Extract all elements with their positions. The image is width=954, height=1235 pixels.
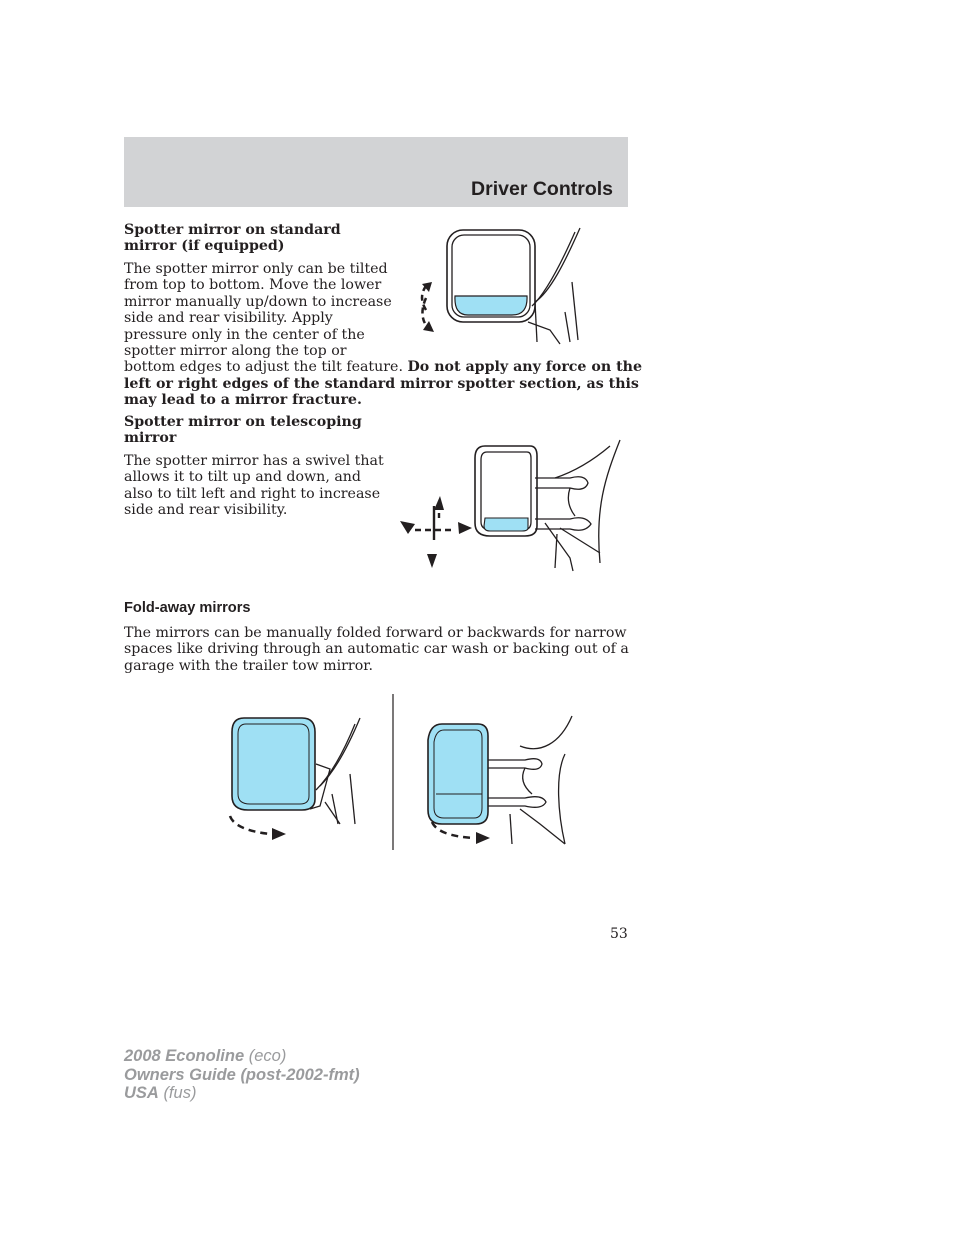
section2-heading-line1: Spotter mirror on telescoping (124, 414, 362, 430)
footer-line1 (124, 1047, 360, 1066)
section1-line: mirror manually up/down to increase (124, 293, 392, 310)
section1-line: The spotter mirror only can be tilted (124, 261, 388, 277)
section2-line: allows it to tilt up and down, and (124, 469, 362, 486)
page-section-title: Driver Controls (471, 178, 613, 200)
section1-line-plain: bottom edges to adjust the tilt feature. (124, 359, 403, 376)
section1-line: pressure only in the center of the (124, 326, 365, 343)
section1-heading (124, 222, 341, 255)
header-band (124, 137, 628, 207)
telescoping-mirror-spotter-illustration (395, 438, 620, 573)
section3-line: The mirrors can be manually folded forward or backwards for narrow (124, 625, 627, 641)
footer-model-code: (eco) (248, 1047, 287, 1065)
section1-line: spotter mirror along the top or (124, 343, 347, 360)
warning-text: Do not apply any force on the (407, 359, 643, 376)
section3-line: spaces like driving through an automatic car wash or backing out of a (124, 641, 629, 658)
warning-text: left or right edges of the standard mirror spotter section, as this (124, 375, 639, 392)
section1-line: side and rear visibility. Apply (124, 310, 333, 327)
section2-line: The spotter mirror has a swivel that (124, 453, 384, 469)
footer-line3 (124, 1084, 360, 1103)
footer-market: USA (124, 1084, 159, 1102)
fold-away-heading: Fold-away mirrors (124, 600, 251, 616)
section2-line: also to tilt left and right to increase (124, 485, 381, 502)
section1-line: from top to bottom. Move the lower (124, 277, 382, 294)
standard-mirror-spotter-illustration (410, 222, 600, 347)
page-number: 53 (610, 926, 628, 942)
fold-away-mirror-illustrations (220, 694, 580, 854)
section3-line: garage with the trailer tow mirror. (124, 657, 373, 674)
section2-paragraph (124, 453, 384, 519)
footer-line2 (124, 1066, 360, 1085)
section1-heading-line1: Spotter mirror on standard (124, 222, 341, 238)
section1-line-mixed (124, 359, 642, 375)
section1-heading-line2: mirror (if equipped) (124, 238, 285, 255)
footer-guide: Owners Guide (post-2002-fmt) (124, 1065, 360, 1084)
footer-market-code: (fus) (163, 1084, 197, 1102)
footer-model: 2008 Econoline (124, 1047, 245, 1065)
section2-heading (124, 414, 362, 447)
section2-heading-line2: mirror (124, 430, 177, 447)
section2-line: side and rear visibility. (124, 502, 288, 519)
document-footer (124, 1047, 360, 1103)
section3-paragraph (124, 625, 629, 674)
warning-text: may lead to a mirror fracture. (124, 392, 362, 409)
